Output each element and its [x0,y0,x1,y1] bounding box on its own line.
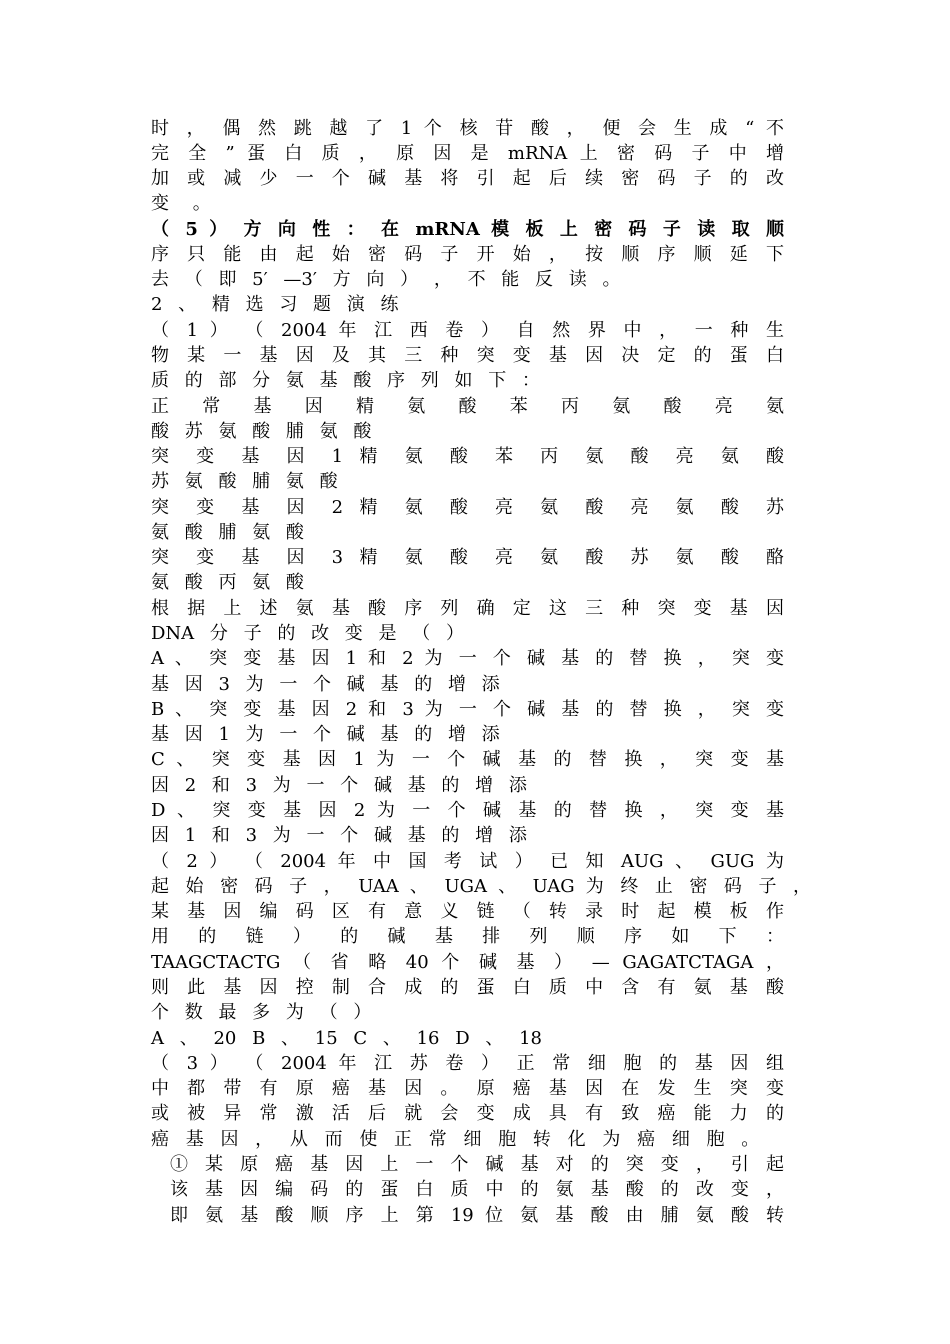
sequence-line: 突 变 基 因 1 精 氨 酸 苯 丙 氨 酸 亮 氨 酸 [151,446,784,467]
sequence-line: 苏 氨 酸 脯 氨 酸 [151,471,338,492]
question-line: 中 都 带 有 原 癌 基 因 。 原 癌 基 因 在 发 生 突 变 [151,1078,784,1099]
text-line: 序 只 能 由 起 始 密 码 子 开 始 ， 按 顺 序 顺 延 下 [151,244,784,265]
option-line: 因 1 和 3 为 一 个 碱 基 的 增 添 [151,825,527,846]
text-line: 时 ， 偶 然 跳 越 了 1 个 核 苷 酸 ， 便 会 生 成 “ 不 [151,118,784,139]
sub-question-line: 该 基 因 编 码 的 蛋 白 质 中 的 氨 基 酸 的 改 变 ， [170,1179,784,1200]
question-line: （ 3 ） （ 2004 年 江 苏 卷 ） 正 常 细 胞 的 基 因 组 [151,1053,784,1074]
sub-question-line: 即 氨 基 酸 顺 序 上 第 19 位 氨 基 酸 由 脯 氨 酸 转 [170,1205,784,1226]
option-line: A 、 20 B 、 15 C 、 16 D 、 18 [151,1028,542,1049]
question-line: 则 此 基 因 控 制 合 成 的 蛋 白 质 中 含 有 氨 基 酸 [151,977,784,998]
question-line: 用 的 链 ） 的 碱 基 排 列 顺 序 如 下 ： [151,926,784,947]
sequence-line: TAAGCTACTG （ 省 略 40 个 碱 基 ） — GAGATCTAGA ， [151,952,784,973]
option-line: 基 因 3 为 一 个 碱 基 的 增 添 [151,674,500,695]
sub-question-line: ① 某 原 癌 基 因 上 一 个 碱 基 对 的 突 变 ， 引 起 [170,1154,784,1175]
question-line: 个 数 最 多 为 （ ） [151,1002,372,1023]
sequence-line: 突 变 基 因 3 精 氨 酸 亮 氨 酸 苏 氨 酸 酪 [151,547,784,568]
option-line: D 、 突 变 基 因 2 为 一 个 碱 基 的 替 换 ， 突 变 基 [151,800,784,821]
question-line: 癌 基 因 ， 从 而 使 正 常 细 胞 转 化 为 癌 细 胞 。 [151,1129,760,1150]
option-line: C 、 突 变 基 因 1 为 一 个 碱 基 的 替 换 ， 突 变 基 [151,749,784,770]
sequence-line: 氨 酸 脯 氨 酸 [151,522,304,543]
sequence-line: 正 常 基 因 精 氨 酸 苯 丙 氨 酸 亮 氨 [151,396,784,417]
question-line: 质 的 部 分 氨 基 酸 序 列 如 下 ： [151,370,540,391]
text-line: 加 或 减 少 一 个 碱 基 将 引 起 后 续 密 码 子 的 改 [151,168,784,189]
sequence-line: 酸 苏 氨 酸 脯 氨 酸 [151,421,372,442]
text-line: 完 全 ” 蛋 白 质 ， 原 因 是 mRNA 上 密 码 子 中 增 [151,143,784,164]
question-line: （ 2 ） （ 2004 年 中 国 考 试 ） 已 知 AUG 、 GUG 为 [151,851,784,872]
section-heading-line: （ 5 ） 方 向 性 ： 在 mRNA 模 板 上 密 码 子 读 取 顺 [151,219,784,240]
section-heading: 2 、 精 选 习 题 演 练 [151,294,399,315]
option-line: 因 2 和 3 为 一 个 碱 基 的 增 添 [151,775,527,796]
question-line: （ 1 ） （ 2004 年 江 西 卷 ） 自 然 界 中 ， 一 种 生 [151,320,784,341]
question-line: 物 某 一 基 因 及 其 三 种 突 变 基 因 决 定 的 蛋 白 [151,345,784,366]
option-line: A 、 突 变 基 因 1 和 2 为 一 个 碱 基 的 替 换 ， 突 变 [151,648,784,669]
sequence-line: 氨 酸 丙 氨 酸 [151,572,304,593]
question-line: DNA 分 子 的 改 变 是 （ ） [151,623,464,644]
sequence-line: 突 变 基 因 2 精 氨 酸 亮 氨 酸 亮 氨 酸 苏 [151,497,784,518]
option-line: B 、 突 变 基 因 2 和 3 为 一 个 碱 基 的 替 换 ， 突 变 [151,699,784,720]
question-line: 起 始 密 码 子 ， UAA 、 UGA 、 UAG 为 终 止 密 码 子 ， [151,876,811,897]
question-line: 或 被 异 常 激 活 后 就 会 变 成 具 有 致 癌 能 力 的 [151,1103,784,1124]
option-line: 基 因 1 为 一 个 碱 基 的 增 添 [151,724,500,745]
question-line: 某 基 因 编 码 区 有 意 义 链 （ 转 录 时 起 模 板 作 [151,901,784,922]
text-line: 变 。 [151,193,220,214]
question-line: 根 据 上 述 氨 基 酸 序 列 确 定 这 三 种 突 变 基 因 [151,598,784,619]
text-line: 去 （ 即 5′ —3′ 方 向 ） ， 不 能 反 读 。 [151,269,621,290]
